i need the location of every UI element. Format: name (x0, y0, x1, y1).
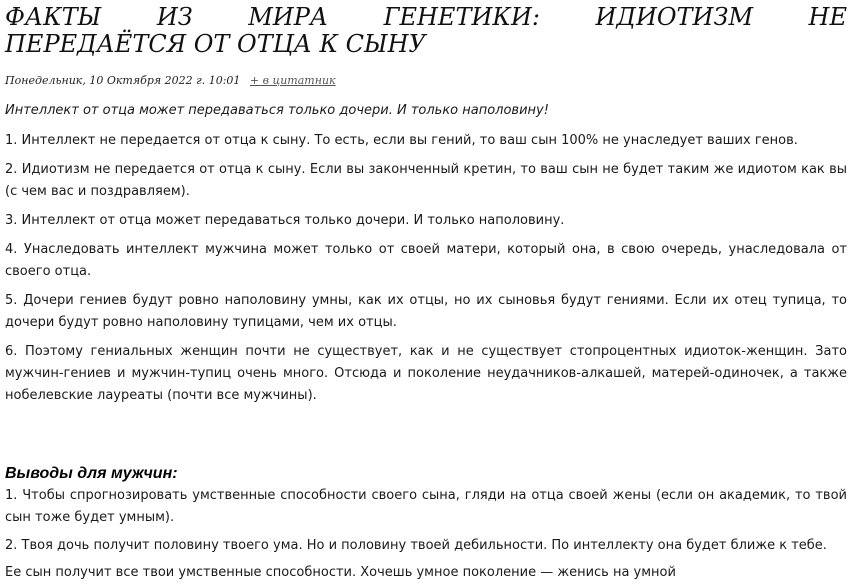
lead-text: Интеллект от отца может передаваться только дочери. И только наполовину! (5, 103, 549, 118)
men-conclusions-list (5, 485, 847, 557)
article-title (5, 4, 847, 58)
conclusion-item: 1. Чтобы спрогнозировать умственные способности своего сына, гляди на отца своей жены (если он академик, то твой сын тоже будет умным). (5, 488, 847, 525)
post-date: Понедельник, 10 Октября 2022 г. 10:01 (5, 74, 241, 87)
fact-item: 5. Дочери гениев будут ровно наполовину умны, как их отцы, но их сыновья будут гениями. Если их отец тупица, то дочери будут ровно наполовину тупицами, чем их отцы. (5, 293, 847, 330)
spacer (5, 407, 847, 464)
conclusion-item: 2. Твоя дочь получит половину твоего ума. Но и половину твоей дебильности. По интеллекту она будет ближе к тебе. (5, 538, 827, 553)
fact-item: 4. Унаследовать интеллект мужчина может только от своей матери, который она, в свою очередь, унаследовала от своего отца. (5, 242, 847, 279)
title-line-2: ПЕРЕДАЁТСЯ ОТ ОТЦА К СЫНУ (5, 30, 426, 58)
facts-list (5, 130, 847, 407)
fact-item: 6. Поэтому гениальных женщин почти не существует, как и не существует стопроцентных идиоток-женщин. Зато мужчин-гениев и мужчин-тупиц очень много. Отсюда и поколение неудачников-алкашей, матерей-одиночек, а также нобелевские лауреаты (почти все мужчины). (5, 344, 847, 403)
title-line-1: ФАКТЫ ИЗ МИРА ГЕНЕТИКИ: ИДИОТИЗМ НЕ (5, 3, 847, 31)
fact-item: 1. Интеллект не передается от отца к сыну. То есть, если вы гений, то ваш сын 100% не унаследует ваших генов. (5, 133, 798, 148)
add-to-quotebook-link[interactable]: + в цитатник (249, 74, 336, 87)
fact-item: 2. Идиотизм не передается от отца к сыну. Если вы законченный кретин, то ваш сын не будет таким же идиотом как вы (с чем вас и поздравляем). (5, 162, 847, 199)
article (5, 0, 847, 580)
fact-item: 3. Интеллект от отца может передаваться только дочери. И только наполовину. (5, 213, 565, 228)
men-conclusions-heading: Выводы для мужчин: (5, 465, 178, 482)
post-meta (5, 73, 847, 89)
cut-off-line: Ее сын получит все твои умственные способности. Хочешь умное поколение — женись на умной (5, 565, 676, 580)
